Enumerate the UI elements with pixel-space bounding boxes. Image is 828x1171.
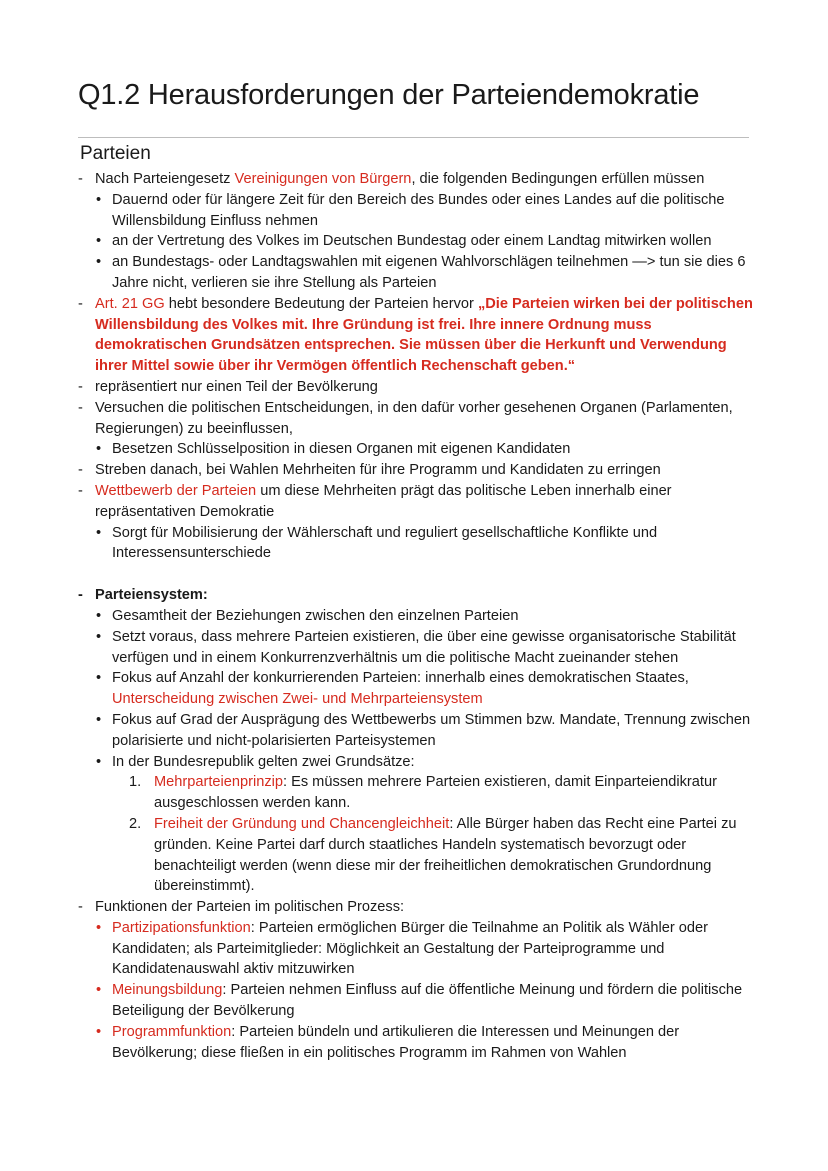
bullet-marker: • xyxy=(96,711,102,728)
list-item xyxy=(78,585,758,606)
document-body xyxy=(78,142,758,1063)
bullet-marker: • xyxy=(96,753,102,770)
highlight-term: Mehrparteienprinzip xyxy=(154,774,283,791)
bullet-marker: • xyxy=(96,982,102,999)
highlight-term: Wettbewerb der Parteien xyxy=(95,482,257,499)
list-item: • Meinungsbildung: Parteien nehmen Einfluss auf die öffentliche Meinung und fördern die politische Beteiligung der Bevölkerung xyxy=(96,982,743,1020)
list-item: - Art. 21 GG hebt besondere Bedeutung der Parteien hervor „Die Parteien wirken bei der politischen Willensbildung des Volkes mit. Ihre Gründung ist frei. Ihre innere Ordnung muss demokratischen Grundsätzen entsprechen. Sie müssen über die Herkunft und Verwendung ihrer Mittel sowie über ihr Vermögen öffentlich Rechenschaft geben.“ xyxy=(78,295,753,375)
number-marker: 1. xyxy=(129,774,142,791)
bullet-marker: • xyxy=(96,1023,102,1040)
highlight-term: Art. 21 GG xyxy=(95,295,165,312)
dash-marker: - xyxy=(78,378,83,395)
list-item: • an Bundestags- oder Landtagswahlen mit eigenen Wahlvorschlägen teilnehmen —> tun sie dies 6 Jahre nicht, verlieren sie ihre Stellung als Parteien xyxy=(96,254,746,291)
list-item: - Streben danach, bei Wahlen Mehrheiten für ihre Programm und Kandidaten zu erringen xyxy=(78,460,758,481)
highlight-term: Freiheit der Gründung und Chancengleichheit xyxy=(154,815,450,832)
bullet-marker: • xyxy=(96,233,102,250)
list-item: - Nach Parteiengesetz Vereinigungen von Bürgern, die folgenden Bedingungen erfüllen müssen xyxy=(78,169,758,190)
highlight-term: Vereinigungen von Bürgern xyxy=(234,171,412,187)
list-item: - Wettbewerb der Parteien um diese Mehrheiten prägt das politische Leben innerhalb einer repräsentativen Demokratie xyxy=(78,482,672,520)
bullet-marker: • xyxy=(96,191,102,208)
bullet-marker: • xyxy=(96,670,102,687)
list-item: • Besetzen Schlüsselposition in diesen Organen mit eigenen Kandidaten xyxy=(78,439,758,460)
subsection-heading: Parteiensystem: xyxy=(95,587,208,604)
dash-marker: - xyxy=(78,482,83,499)
bullet-marker: • xyxy=(96,919,102,936)
dash-marker: - xyxy=(78,399,83,416)
list-item: • Partizipationsfunktion: Parteien ermöglichen Bürger die Teilnahme an Politik als Wähler oder Kandidaten; als Parteimitglieder: Möglichkeit an Gestaltung der Parteiprogramme und Kandidatenauswahl aktiv mitzuwirken xyxy=(96,919,708,978)
list-item: • Fokus auf Anzahl der konkurrierenden Parteien: innerhalb eines demokratischen Staates, Unterscheidung zwischen Zwei- und Mehrparteiensystem xyxy=(96,670,689,708)
bullet-marker: • xyxy=(96,628,102,645)
dash-marker: - xyxy=(78,171,83,187)
numbered-item: 1. Mehrparteienprinzip: Es müssen mehrere Parteien existieren, damit Einparteiendikratur ausgeschlossen werden kann. xyxy=(129,774,717,812)
list-item: • an der Vertretung des Volkes im Deutschen Bundestag oder einem Landtag mitwirken wollen xyxy=(78,231,758,252)
title-divider xyxy=(78,137,749,138)
list-item: • In der Bundesrepublik gelten zwei Grundsätze: xyxy=(78,752,758,773)
highlight-term: Unterscheidung zwischen Zwei- und Mehrparteiensystem xyxy=(112,691,483,708)
dash-marker: - xyxy=(78,462,83,479)
list-item: • Gesamtheit der Beziehungen zwischen den einzelnen Parteien xyxy=(78,606,758,627)
bullet-marker: • xyxy=(96,607,102,624)
highlight-term: Partizipationsfunktion xyxy=(112,919,251,936)
numbered-item: 2. Freiheit der Gründung und Chancengleichheit: Alle Bürger haben das Recht eine Partei zu gründen. Keine Partei darf durch staatliches Handeln systematisch bevorzugt oder benachteiligt werden (wenn diese mir der freiheitlichen demokratischen Grundordnung übereinstimmt). xyxy=(129,815,737,895)
bullet-marker: • xyxy=(96,524,102,541)
list-item: - repräsentiert nur einen Teil der Bevölkerung xyxy=(78,377,758,398)
dash-marker: - xyxy=(78,899,83,916)
dash-marker: - xyxy=(78,587,83,604)
highlight-term: Meinungsbildung xyxy=(112,982,223,999)
list-item: - Versuchen die politischen Entscheidungen, in den dafür vorher gesehenen Organen (Parlamenten, Regierungen) zu beeinflussen, xyxy=(78,399,733,437)
law-quote: „Die Parteien wirken bei der politischen Willensbildung des Volkes mit. Ihre Gründung ist frei. Ihre innere Ordnung muss demokratischen Grundsätzen entsprechen. Sie müssen über die Herkunft und Verwendung ihrer Mittel sowie über ihr Vermögen öffentlich Rechenschaft geben.“ xyxy=(95,295,753,375)
list-item: - Funktionen der Parteien im politischen Prozess: xyxy=(78,897,758,918)
dash-marker: - xyxy=(78,295,83,312)
number-marker: 2. xyxy=(129,815,142,832)
bullet-marker: • xyxy=(96,254,102,271)
bullet-marker: • xyxy=(96,441,102,458)
list-item: • Programmfunktion: Parteien bündeln und artikulieren die Interessen und Meinungen der Bevölkerung; diese fließen in ein politisches Programm im Rahmen von Wahlen xyxy=(96,1023,680,1061)
list-item: • Sorgt für Mobilisierung der Wählerschaft und reguliert gesellschaftliche Konflikte und Interessensunterschiede xyxy=(96,524,658,562)
page-title: Q1.2 Herausforderungen der Parteiendemokratie xyxy=(78,79,700,111)
highlight-term: Programmfunktion xyxy=(112,1023,232,1040)
section-heading: Parteien xyxy=(80,143,151,164)
list-item: • Fokus auf Grad der Ausprägung des Wettbewerbs um Stimmen bzw. Mandate, Trennung zwischen polarisierte und nicht-polarisierten Parteisystemen xyxy=(96,711,751,749)
list-item: • Setzt voraus, dass mehrere Parteien existieren, die über eine gewisse organisatorische Stabilität verfügen und in einem Konkurrenzverhältnis um die politische Macht zueinander stehen xyxy=(96,628,736,666)
list-item: • Dauernd oder für längere Zeit für den Bereich des Bundes oder eines Landes auf die politische Willensbildung Einfluss nehmen xyxy=(96,191,725,229)
